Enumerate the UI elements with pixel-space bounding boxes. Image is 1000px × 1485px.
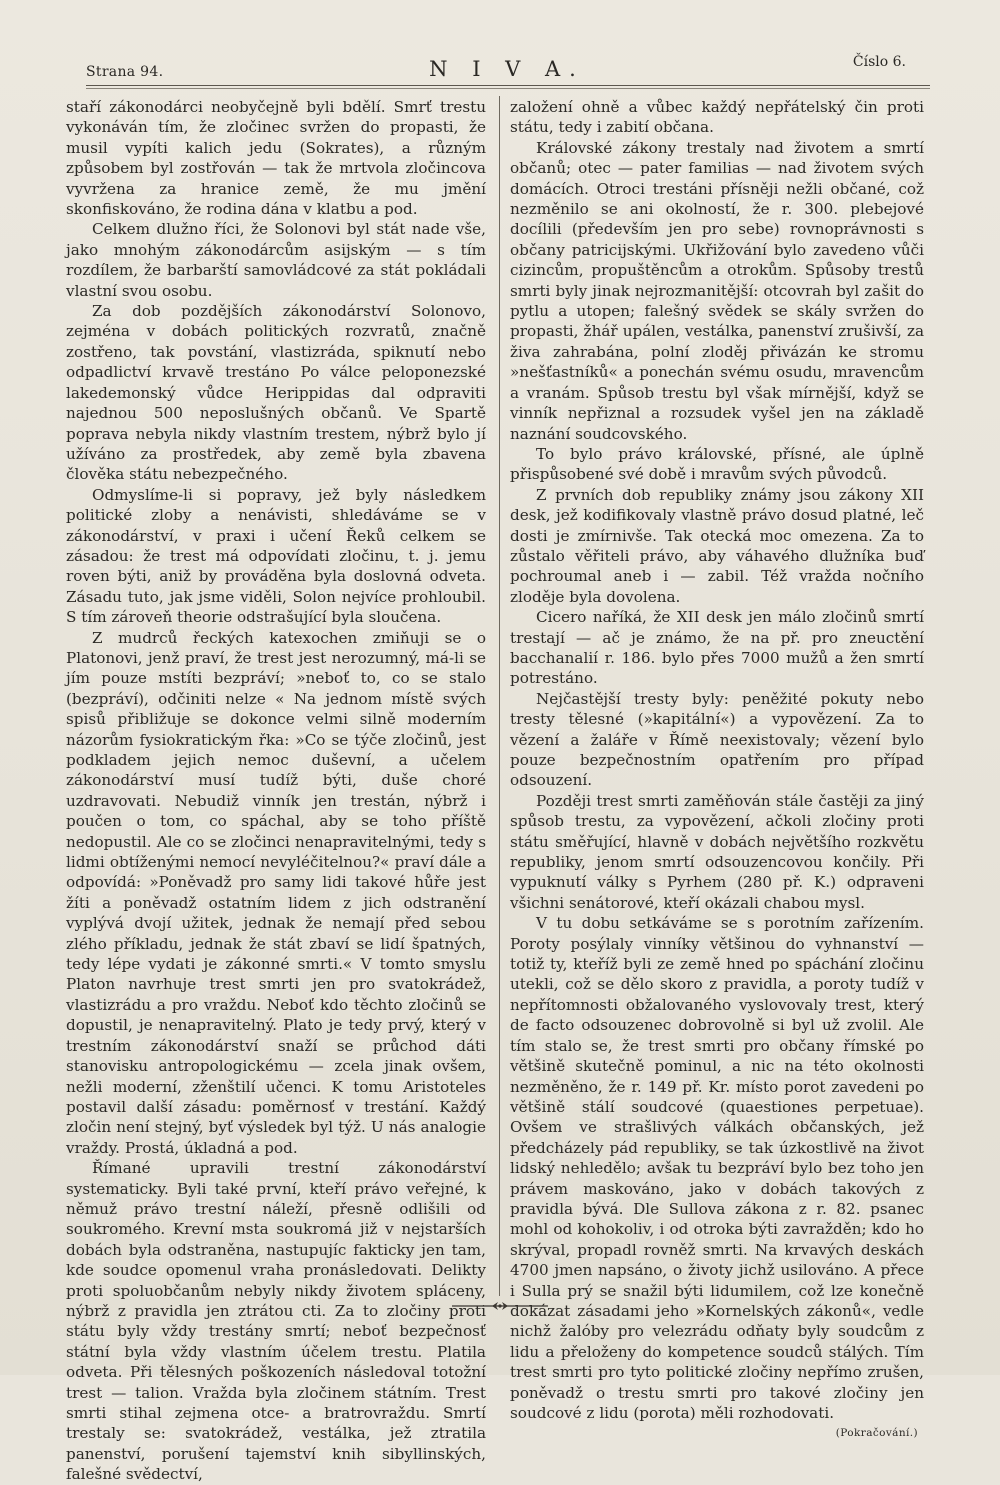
paragraph: Cicero naříká, že XII desk jen málo zločinů smrtí trestají — ač je známo, že na př. pro zneuctění bacchanalií r. 186. bylo přes 7000 mužů a žen smrtí potrestáno. (510, 608, 924, 688)
paragraph: Nejčastější tresty byly: peněžité pokuty nebo tresty tělesné (»kapitální«) a vypovězení. Za to vězení a žaláře v Římě neexistovaly; vězení bylo pouze bezpečnostním opatřením pro případ odsouzení. (510, 689, 924, 790)
paragraph: založení ohně a vůbec každý nepřátelský čin proti státu, tedy i zabití občana. (510, 98, 924, 137)
paragraph: Celkem dlužno říci, že Solonovi byl stát nade vše, jako mnohým zákonodárcům asijským — s tím rozdílem, že barbarští samovládcové za stát pokládali vlastní svou osobu. (66, 220, 486, 300)
header-rule-secondary (86, 88, 930, 89)
right-column (510, 97, 924, 1441)
paragraph: staří zákonodárci neobyčejně byli bdělí. Smrť trestu vykonáván tím, že zločinec svržen do propasti, že musil vypíti kalich jedu (Sokrates), a různým způsobem byl zostřován — tak že mrtvola zločincova vyvržena za hranice země, že mu jmění skonfiskováno, že rodina dána v klatbu a pod. (66, 98, 486, 219)
column-divider (499, 96, 500, 1296)
paragraph: To bylo právo královské, přísné, ale úplně přispůsobené své době i mravům svých původců. (510, 444, 924, 484)
continued-note: (Pokračování.) (835, 1427, 918, 1440)
issue-number: Číslo 6. (852, 54, 906, 70)
paragraph: Z prvních dob republiky známy jsou zákony XII desk, jež kodifikovaly vlastně právo dosud platné, leč dosti je zmírnivše. Tak otecká moc omezena. Za to zůstalo věřiteli právo, aby váhavého dlužníka buď pochroumal aneb i — zabil. Též vražda nočního zloděje byla dovolena. (510, 485, 924, 606)
paragraph: Královské zákony trestaly nad životem a smrtí občanů; otec — pater familias — nad životem svých domácích. Otroci trestáni přísněji nežli občané, což nezměnilo se ani okolností, že r. 300. plebejové docílili (především jen pro sebe) rovnoprávnosti s občany patricijskými. Ukřižování bylo zavedeno vůči cizincům, propuštěncům a otrokům. Spůsoby trestů smrti byly jinak nejrozmanitější: otcovrah byl zašit do pytlu a utopen; falešný svědek se skály svržen do propasti, žhář upálen, vestálka, panenství zrušivší, za živa zahrabána, polní zloděj přivázán ke stromu »nešťastníků« a ponechán svému osudu, mravencům a vranám. Spůsob trestu byl však mírnější, když se vinník nepřiznal a rozsudek vyšel jen na základě naznání soudcovského. (510, 138, 924, 443)
paragraph: Římané upravili trestní zákonodárství systematicky. Byli také první, kteří právo veřejné, k němuž právo trestní náleží, přesně odlišili od soukromého. Krevní msta soukromá již v nejstarších dobách byla odstraněna, nastupujíc fakticky jen tam, kde soudce opomenul vraha pronásledovati. Delikty proti spoluobčanům nebyly nikdy životem spláceny, nýbrž z pravidla jen ztrátou cti. Za to zločiny proti státu byly vždy trestány smrtí; neboť bezpečnosť státní byla vždy vlastním účelem trestu. Platila odveta. Při tělesných poškozeních následoval totožní trest — talion. Vražda byla zločinem státním. Trest smrti stihal zejmena otce- a bratrovraždu. Smrtí trestaly se: svatokrádež, vestálka, jež ztratila panenství, porušení tajemství knih sibyllinských, falešné svědectví, (66, 1159, 486, 1484)
left-column (66, 97, 486, 1485)
header-rule (86, 85, 930, 86)
paragraph: Odmyslíme-li si popravy, jež byly následkem politické zloby a nenávisti, shledáváme se v zákonodárství, v praxi i učení Řeků celkem se zásadou: že trest má odpovídati zločinu, t. j. jemu roven býti, aniž by prováděna byla doslovná odveta. Zásadu tuto, jak jsme viděli, Solon nejvíce prohloubil. S tím zároveň theorie odstrašující byla sloučena. (66, 485, 486, 627)
magazine-title: N I V A. (429, 57, 585, 81)
end-ornament-icon (440, 1299, 560, 1313)
page-header (86, 52, 928, 86)
page-number: Strana 94. (86, 64, 164, 80)
paragraph: Za dob pozdějších zákonodárství Solonovo, zejména v dobách politických rozvratů, značně zostřeno, tak povstání, vlastizráda, spiknutí nebo odpadlictví krvavě trestáno Po válce peloponezské lakedemonský vůdce Herippidas dal odpraviti najednou 500 neposlušných občanů. Ve Spartě poprava nebyla nikdy vlastním trestem, nýbrž bylo jí užíváno za prostředek, aby země byla zbavena člověka státu nebezpečného. (66, 302, 486, 484)
paragraph: Později trest smrti zaměňován stále častěji za jiný spůsob trestu, za vypovězení, ačkoli zločiny proti státu směřující, hlavně v dobách největšího rozkvětu republiky, jenom smrtí odsouzencovou končily. Při vypuknutí války s Pyrhem (280 př. K.) odpraveni všichni senátorové, kteří okázali chabou mysl. (510, 791, 924, 912)
paragraph: Z mudrců řeckých katexochen zmiňuji se o Platonovi, jenž praví, že trest jest nerozumný, má-li se jím pouze mstíti bezpráví; »neboť to, co se stalo (bezpráví), odčiniti nelze « Na jednom místě svých spisů přibližuje se dokonce velmi silně moderním názorům fysiokratickým řka: »Co se týče zločinů, jest podkladem jejich nemoc duševní, a učelem zákonodárství musí tudíž býti, duše choré uzdravovati. Nebudiž vinník jen trestán, nýbrž i poučen o tom, co spáchal, aby se toho příště nedopustil. Ale co se zločinci nenapravitelnými, tedy s lidmi obtíženými nemocí nevyléčitelnou?« praví dále a odpovídá: »Poněvadž pro samy lidi takové hůře jest žíti a poněvadž ostatním lidem z jich odstranění vyplývá dvojí užitek, jednak že nemají před sebou zlého příkladu, jednak že stát zbaví se lidí špatných, tedy lépe vydati je zákonné smrti.« V tomto smyslu Platon navrhuje trest smrti jen pro svatokrádež, vlastizrádu a pro vraždu. Neboť kdo těchto zločinů se dopustil, je nenapravitelný. Plato je tedy prvý, který v trestním zákonodárství snaží se průchod dáti stanovisku antropologickému — zcela jinak ovšem, nežli moderní, zženštilí učenci. K tomu Aristoteles postavil další zásadu: poměrnosť v trestání. Každý zločin není stejný, byť výsledek byl týž. U nás analogie vraždy. Prostá, úkladná a pod. (66, 628, 486, 1157)
paragraph: V tu dobu setkáváme se s porotním zařízením. Poroty posýlaly vinníky většinou do vyhnanství — totiž ty, kteříž byli ze země hned po spáchání zločinu utekli, což se dělo skoro z pravidla, a poroty tudíž v nepřítomnosti obžalovaného vyslovovaly trest, který de facto odsouzenec dobrovolně si byl už zvolil. Ale tím stalo se, že trest smrti pro občany římské po většině skutečně pominul, a nic na této okolnosti nezměněno, že r. 149 př. Kr. místo porot zavedeni po většině stálí soudcové (quaestiones perpetuae). Ovšem ve strašlivých válkách občanských, jež předcházely pád republiky, se tak úzkostlivě na život lidský nehledělo; avšak tu bezpráví bylo bez toho jen právem maskováno, jako v dobách takových z pravidla bývá. Dle Sullova zákona z r. 82. psanec mohl od kohokoliv, i od otroka býti zavražděn; kdo ho skrýval, propadl rovněž smrti. Na krvavých deskách 4700 jmen napsáno, o životy jichž usilováno. A přece i Sulla prý se snažil býti lidumilem, což lze konečně dokázat zásadami jeho »Kornelských zákonů«, vedle nichž žalóby pro velezrádu odňaty byly soudcům z lidu a přeloženy do kompetence soudců stálých. Tím trest smrti pro tyto politické zločiny nepřímo zrušen, poněvadž o trestu smrti pro takové zločiny jen soudcové z lidu (porota) měli rozhodovati. (510, 914, 924, 1422)
